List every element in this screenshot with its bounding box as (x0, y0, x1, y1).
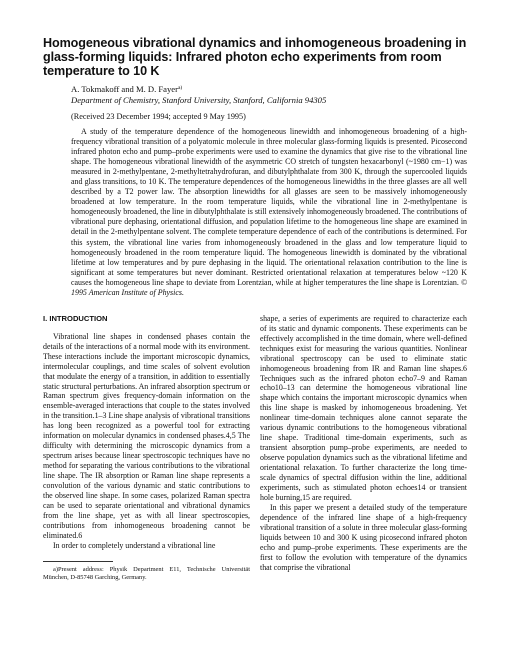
affiliation: Department of Chemistry, Stanford University, Stanford, California 94305 (71, 95, 327, 105)
abstract (71, 127, 467, 298)
footnote: a)Present address: Physik Department E11, Technische Universität München, D-85748 Garching, Germany. (43, 565, 250, 581)
footnote-divider (43, 561, 113, 562)
author-names: A. Tokmakoff and M. D. Fayer (71, 84, 178, 94)
body-columns (43, 314, 467, 582)
copyright: © 1995 American Institute of Physics. (71, 277, 468, 297)
left-column (43, 314, 250, 582)
author-block (71, 84, 467, 106)
paragraph: Vibrational line shapes in condensed phases contain the details of the interactions of a normal mode with its environment. These interactions include the important microscopic dynamics, intermolecular couplings, and time scales of solvent evolution that modulate the energy of a transition, in addition to essentially static structural perturbations. An infrared absorption spectrum or Raman spectrum gives frequency-domain information on the ensemble-averaged interactions that couple to the states involved in the transition.1–3 Line shape analysis of vibrational transitions has long been recognized as a powerful tool for extracting information on molecular dynamics in condensed phases.4,5 The difficulty with determining the microscopic dynamics from a spectrum arises because linear spectroscopic techniques have no method for separating the various contributions to the vibrational line shape. The IR absorption or Raman line shape represents a convolution of the various dynamic and static contributions to the observed line shape. In some cases, polarized Raman spectra can be used to separate orientational and vibrational dynamics from the line shape, yet as with all linear spectroscopies, contributions from inhomogeneous broadening cannot be eliminated.6 (43, 331, 250, 540)
author-line (71, 84, 467, 95)
author-marker: a) (177, 85, 183, 91)
paper-title: Homogeneous vibrational dynamics and inhomogeneous broadening in glass-forming liquids: Infrared photon echo experiments from room temperature to 10 K (43, 36, 467, 78)
received-dates: (Received 23 December 1994; accepted 9 May 1995) (71, 112, 246, 121)
paragraph: shape, a series of experiments are required to characterize each of its static and dynamic components. These experiments can be effectively accomplished in the time domain, where well-defined techniques exist for measuring the various quantities. Nonlinear vibrational spectroscopy can be used to eliminate static inhomogeneous broadening from IR and Raman line shapes.6 Techniques such as the infrared photon echo7–9 and Raman echo10–13 can determine the homogeneous vibrational line shape which contains the important microscopic dynamics when this line shape is masked by inhomogeneous broadening. Yet nonlinear time-domain techniques alone cannot separate the various dynamic contributions to the homogeneous vibrational line shape. Traditional time-domain experiments, such as transient absorption pump–probe experiments, are needed to observe population dynamics such as the vibrational lifetime and orientational relaxation. To further characterize the long time-scale dynamics of spectral diffusion within the line, additional experiments, such as stimulated photon echoes14 or transient hole burning,15 are required. (260, 313, 467, 502)
paragraph: In order to completely understand a vibrational line (53, 540, 216, 550)
section-title: I. INTRODUCTION (43, 313, 108, 323)
abstract-text: A study of the temperature dependence of the homogeneous linewidth and inhomogeneous broadening of a high-frequency vibrational transition of a polyatomic molecule in three molecular glass-forming liquids is presented. Picosecond infrared photon echo and pump–probe experiments were used to examine the dynamics that give rise to the vibrational line shape. The homogeneous vibrational linewidth of the asymmetric CO stretch of tungsten hexacarbonyl (~1980 cm−1) was measured in 2-methylpentane, 2-methyltetrahydrofuran, and dibutylphthalate from 300 K, through the supercooled liquids and glass transitions, to 10 K. The temperature dependences of the homogeneous linewidths in the three glasses are all well described by a T2 power law. The absorption linewidths for all glasses are seen to be massively inhomogeneously broadened at low temperature. In the room temperature liquids, while the vibrational line in 2-methylpentane is homogeneously broadened, the line in dibutylphthalate is still extensively inhomogeneously broadened. The contributions of vibrational pure dephasing, orientational diffusion, and population lifetime to the homogeneous line shape are examined in detail in the 2-methylpentane solvent. The complete temperature dependence of each of the contributions is determined. For this system, the vibrational line varies from inhomogeneously broadened in the glass and low temperature liquid to homogeneously broadened in the room temperature liquid. The homogeneous linewidth is dominated by the vibrational lifetime at low temperatures and by pure dephasing in the liquid. The orientational relaxation contribution to the line is significant at some temperatures but never dominant. Restricted orientational relaxation at temperatures below ~120 K causes the homogeneous line shape to deviate from Lorentzian, while at higher temperatures the line shape is Lorentzian. (71, 127, 467, 287)
paragraph: In this paper we present a detailed study of the temperature dependence of the infrared line shape of a high-frequency vibrational transition of a solute in three molecular glass-forming liquids between 10 and 300 K using picosecond infrared photon echo and pump–probe experiments. These experiments are the first to follow the evolution with temperature of the dynamics that comprise the vibrational (260, 502, 467, 572)
right-column (260, 314, 467, 582)
